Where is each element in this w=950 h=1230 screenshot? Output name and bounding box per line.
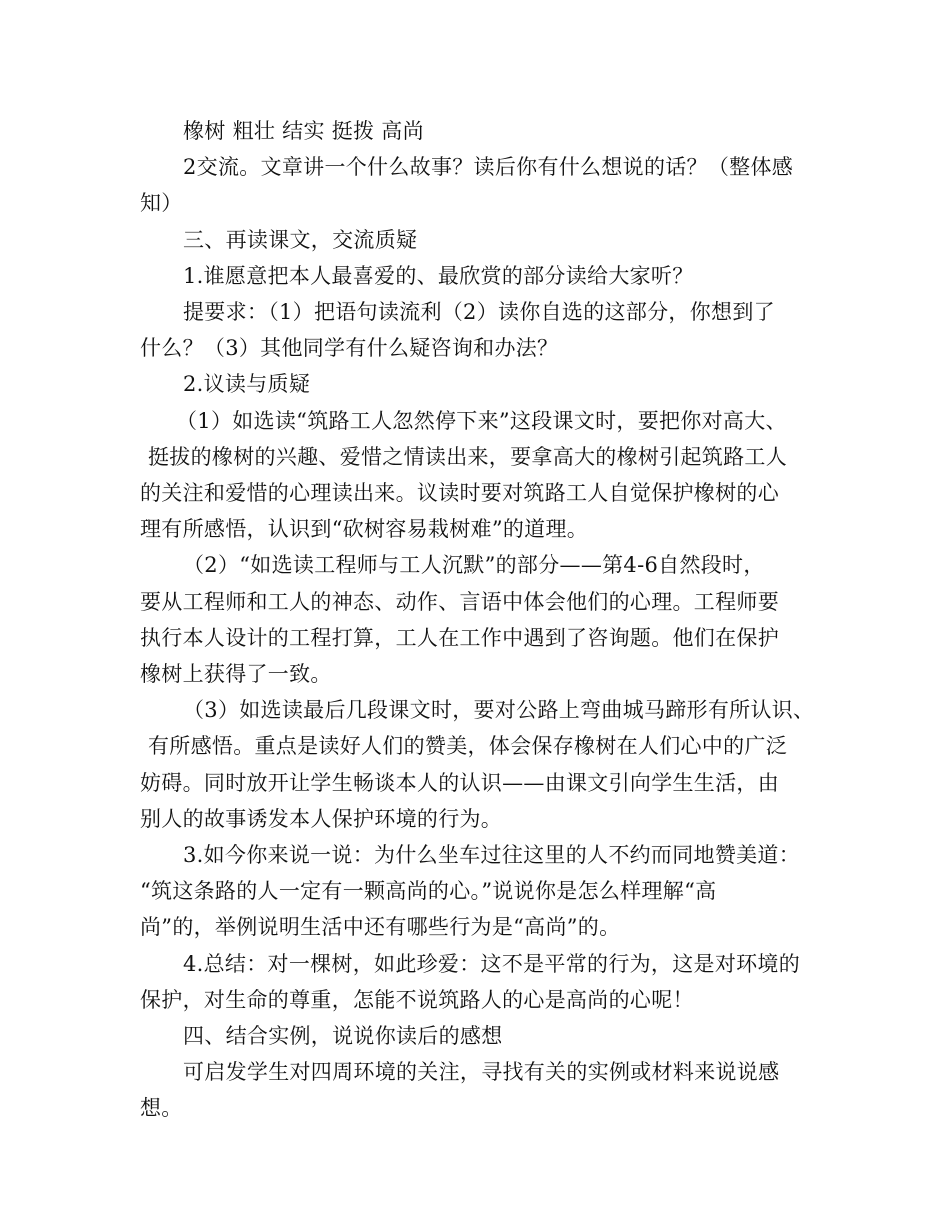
paragraph-line: （1）如选读“筑路工人忽然停下来”这段课文时，要把你对高大、 xyxy=(176,409,787,433)
paragraph-line: 可启发学生对四周环境的关注，寻找有关的实例或材料来说说感 xyxy=(183,1060,780,1084)
paragraph-line: “筑这条路的人一定有一颗高尚的心。”说说你是怎么样理解“高 xyxy=(140,879,717,903)
paragraph-line: 知） xyxy=(140,191,183,215)
paragraph-line: 尚”的，举例说明生活中还有哪些行为是“高尚”的。 xyxy=(140,915,621,939)
paragraph-line: 3.如今你来说一说：为什么坐车过往这里的人不约而同地赞美道： xyxy=(183,843,801,867)
paragraph-line: 挺拔的橡树的兴趣、爱惜之情读出来，要拿高大的橡树引起筑路工人 xyxy=(148,445,787,469)
vocab-line: 橡树 粗壮 结实 挺拨 高尚 xyxy=(183,119,424,143)
paragraph-line: 执行本人设计的工程打算，工人在工作中遇到了咨询题。他们在保护 xyxy=(140,626,779,650)
paragraph-line: 2交流。文章讲一个什么故事？读后你有什么想说的话？（整体感 xyxy=(183,155,794,179)
paragraph-line: 什么？（3）其他同学有什么疑咨询和办法？ xyxy=(140,336,559,360)
paragraph-line: 1.谁愿意把本人最喜爱的、最欣赏的部分读给大家听？ xyxy=(183,264,694,288)
paragraph-line: 有所感悟。重点是读好人们的赞美，体会保存橡树在人们心中的广泛 xyxy=(148,734,787,758)
section-heading: 三、再读课文，交流质疑 xyxy=(183,228,418,252)
paragraph-line: 想。 xyxy=(140,1096,183,1120)
section-heading: 四、结合实例，说说你读后的感想 xyxy=(183,1024,503,1048)
paragraph-line: 别人的故事诱发本人保护环境的行为。 xyxy=(140,807,503,831)
paragraph-line: （3）如选读最后几段课文时，要对公路上弯曲城马蹄形有所认识、 xyxy=(183,698,815,722)
paragraph-line: 保护，对生命的尊重，怎能不说筑路人的心是高尚的心呢！ xyxy=(140,988,694,1012)
paragraph-line: 妨碍。同时放开让学生畅谈本人的认识——由课文引向学生生活，由 xyxy=(140,771,779,795)
paragraph-line: 橡树上获得了一致。 xyxy=(140,662,332,686)
paragraph-line: 要从工程师和工人的神态、动作、言语中体会他们的心理。工程师要 xyxy=(140,590,779,614)
paragraph-line: 理有所感悟，认识到“砍树容易栽树难”的道理。 xyxy=(140,517,589,541)
paragraph-line: 4.总结：对一棵树，如此珍爱：这不是平常的行为，这是对环境的 xyxy=(183,952,801,976)
subheading-line: 2.议读与质疑 xyxy=(183,372,311,396)
paragraph-line: 的关注和爱惜的心理读出来。议读时要对筑路工人自觉保护橡树的心 xyxy=(140,481,779,505)
paragraph-line: （2）“如选读工程师与工人沉默”的部分——第4-6自然段时， xyxy=(183,553,765,577)
paragraph-line: 提要求：（1）把语句读流利（2）读你自选的这部分，你想到了 xyxy=(183,300,775,324)
